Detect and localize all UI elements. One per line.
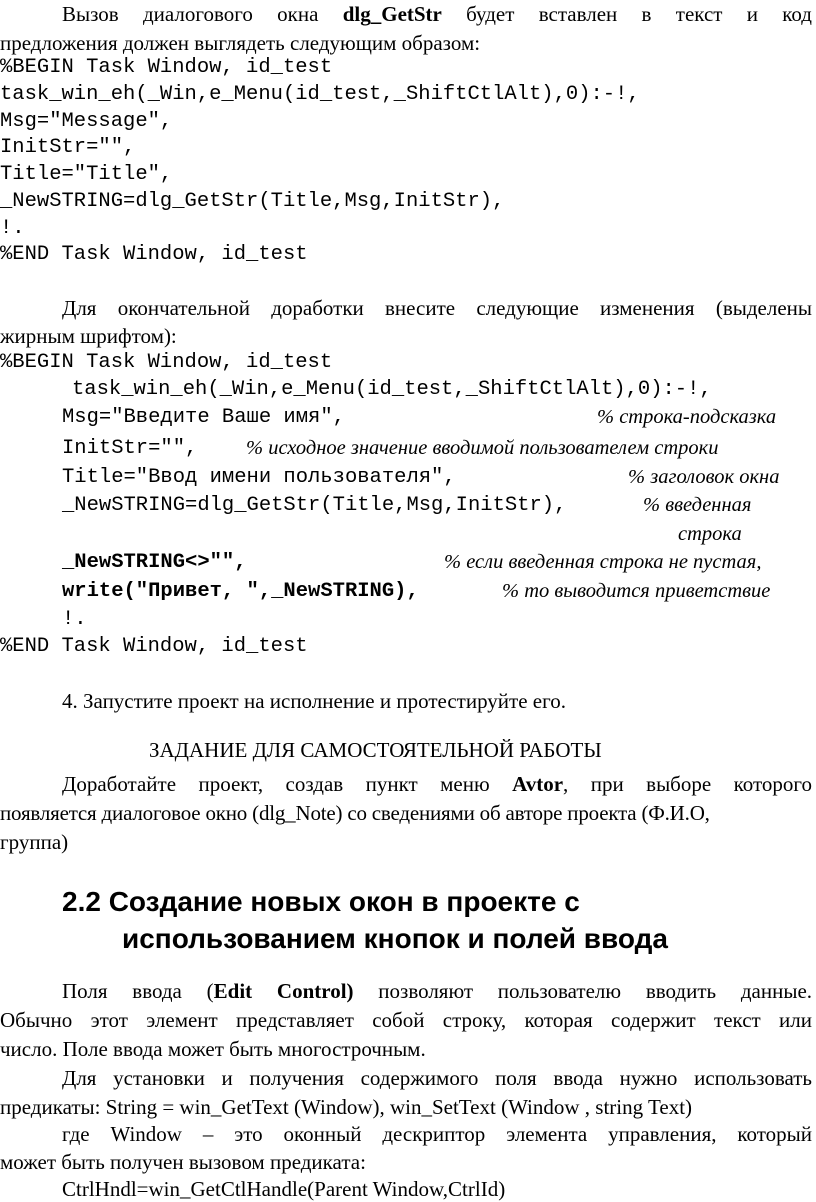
code2-end: %END Task Window, id_test [0,635,308,658]
code1-line-5: Title="Title", [0,163,173,186]
intro-line-2: предложения должен выглядеть следующим образом: [0,31,481,55]
code2-title-comment: % заголовок окна [628,466,780,488]
code2-title: Title="Ввод имени пользователя", [62,466,456,489]
section-heading-line-1: 2.2 Создание новых окон в проекте с [62,886,580,917]
task-heading: ЗАДАНИЕ ДЛЯ САМОСТОЯТЕЛЬНОЙ РАБОТЫ [149,738,602,762]
body-p3-line-1: где Window – это оконный дескриптор элемента управления, который [62,1122,812,1146]
body-p3-line-2: может быть получен вызовом предиката: [0,1150,366,1174]
code1-line-6: _NewSTRING=dlg_GetStr(Title,Msg,InitStr), [0,190,505,213]
section-heading-line-2: использованием кнопок и полей ввода [122,923,668,954]
step-4: 4. Запустите проект на исполнение и протестируйте его. [62,689,566,713]
code2-msg-comment: % строка-подсказка [597,406,777,428]
body-p1-line-1: Поля ввода (Edit Control) позволяют пользователю вводить данные. [62,979,813,1003]
code2-cond: _NewSTRING<>"", [62,551,247,574]
code2-cut: !. [62,608,87,631]
code2-msg: Msg="Введите Ваше имя", [62,406,345,429]
body-p2-line-2: предикаты: String = win_GetText (Window), win_SetText (Window , string Text) [0,1095,693,1119]
task-line-1: Доработайте проект, создав пункт меню Avtor, при выборе которого [62,772,812,796]
code2-init: InitStr="", [62,437,198,460]
code2-write-comment: % то выводится приветствие [502,580,771,602]
code2-head: task_win_eh(_Win,e_Menu(id_test,_ShiftCtlAlt),0):-!, [72,378,712,401]
task-line-2: появляется диалоговое окно (dlg_Note) со сведениями об авторе проекта (Ф.И.О, [0,801,710,825]
code2-newstr: _NewSTRING=dlg_GetStr(Title,Msg,InitStr), [62,494,567,517]
code1-line-2: task_win_eh(_Win,e_Menu(id_test,_ShiftCtlAlt),0):-!, [0,83,640,106]
code2-write: write("Привет, ",_NewSTRING), [62,580,419,603]
dlg-getstr-term: dlg_GetStr [342,2,442,26]
body-p1-line-3: число. Поле ввода может быть многострочным. [0,1037,426,1061]
code1-line-3: Msg="Message", [0,110,173,133]
code1-line-1: %BEGIN Task Window, id_test [0,56,333,79]
body-p2-line-1: Для установки и получения содержимого поля ввода нужно использовать [62,1066,812,1090]
code2-init-comment: % исходное значение вводимой пользователем строки [246,437,719,459]
edit-control-term: Edit Control) [213,979,354,1003]
para2-line-2: жирным шрифтом): [0,324,177,348]
body-p3-line-3: CtrlHndl=win_GetCtlHandle(Parent Window,CtrlId) [62,1177,506,1201]
intro-line-1: Вызов диалогового окна dlg_GetStr будет вставлен в текст и код [62,2,812,26]
code2-begin: %BEGIN Task Window, id_test [0,351,333,374]
task-line-3: группа) [0,830,69,854]
avtor-term: Avtor [512,772,564,796]
code2-cond-comment: % если введенная строка не пустая, [444,551,762,573]
code2-newstr-comment-cont: строка [678,523,742,545]
code1-line-8: %END Task Window, id_test [0,243,308,266]
code1-line-7: !. [0,217,25,240]
code1-line-4: InitStr="", [0,136,136,159]
para2-line-1: Для окончательной доработки внесите следующие изменения (выделены [62,296,812,320]
body-p1-line-2: Обычно этот элемент представляет собой строку, которая содержит текст или [0,1008,812,1032]
code2-newstr-comment: % введенная [643,494,752,516]
